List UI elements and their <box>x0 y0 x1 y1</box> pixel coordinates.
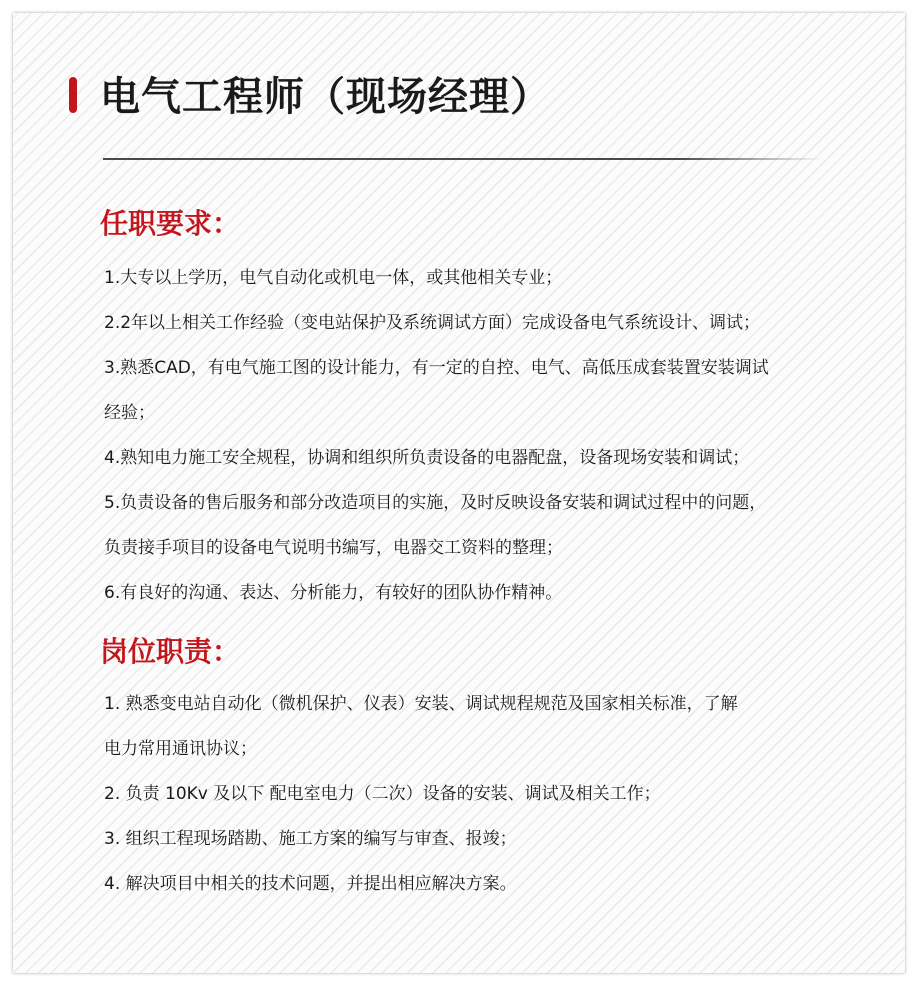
duty-line: 4. 解决项目中相关的技术问题，并提出相应解决方案。 <box>104 874 517 894</box>
duty-line: 1. 熟悉变电站自动化（微机保护、仪表）安装、调试规程规范及国家相关标准，了解 <box>104 694 738 714</box>
requirements-heading: 任职要求： <box>100 207 241 240</box>
requirement-line: 6.有良好的沟通、表达、分析能力，有较好的团队协作精神。 <box>104 583 563 603</box>
page-title: 电气工程师（现场经理） <box>100 74 551 120</box>
duty-line: 3. 组织工程现场踏勘、施工方案的编写与审查、报竣； <box>104 829 517 849</box>
title-accent-bar <box>69 77 77 113</box>
requirement-line: 2.2年以上相关工作经验（变电站保护及系统调试方面）完成设备电气系统设计、调试； <box>104 313 761 333</box>
duty-line: 2. 负责 10Kv 及以下 配电室电力（二次）设备的安装、调试及相关工作； <box>104 784 661 804</box>
duty-line: 电力常用通讯协议； <box>104 739 257 759</box>
duties-heading: 岗位职责： <box>100 635 241 668</box>
requirement-line: 经验； <box>104 403 155 423</box>
requirement-line: 负责接手项目的设备电气说明书编写，电器交工资料的整理； <box>104 538 563 558</box>
requirement-line: 5.负责设备的售后服务和部分改造项目的实施，及时反映设备安装和调试过程中的问题， <box>104 493 767 513</box>
requirement-line: 3.熟悉CAD，有电气施工图的设计能力，有一定的自控、电气、高低压成套装置安装调试 <box>104 358 769 378</box>
requirement-line: 1.大专以上学历，电气自动化或机电一体，或其他相关专业； <box>104 268 563 288</box>
title-divider <box>103 158 823 160</box>
requirement-line: 4.熟知电力施工安全规程，协调和组织所负责设备的电器配盘，设备现场安装和调试； <box>104 448 750 468</box>
